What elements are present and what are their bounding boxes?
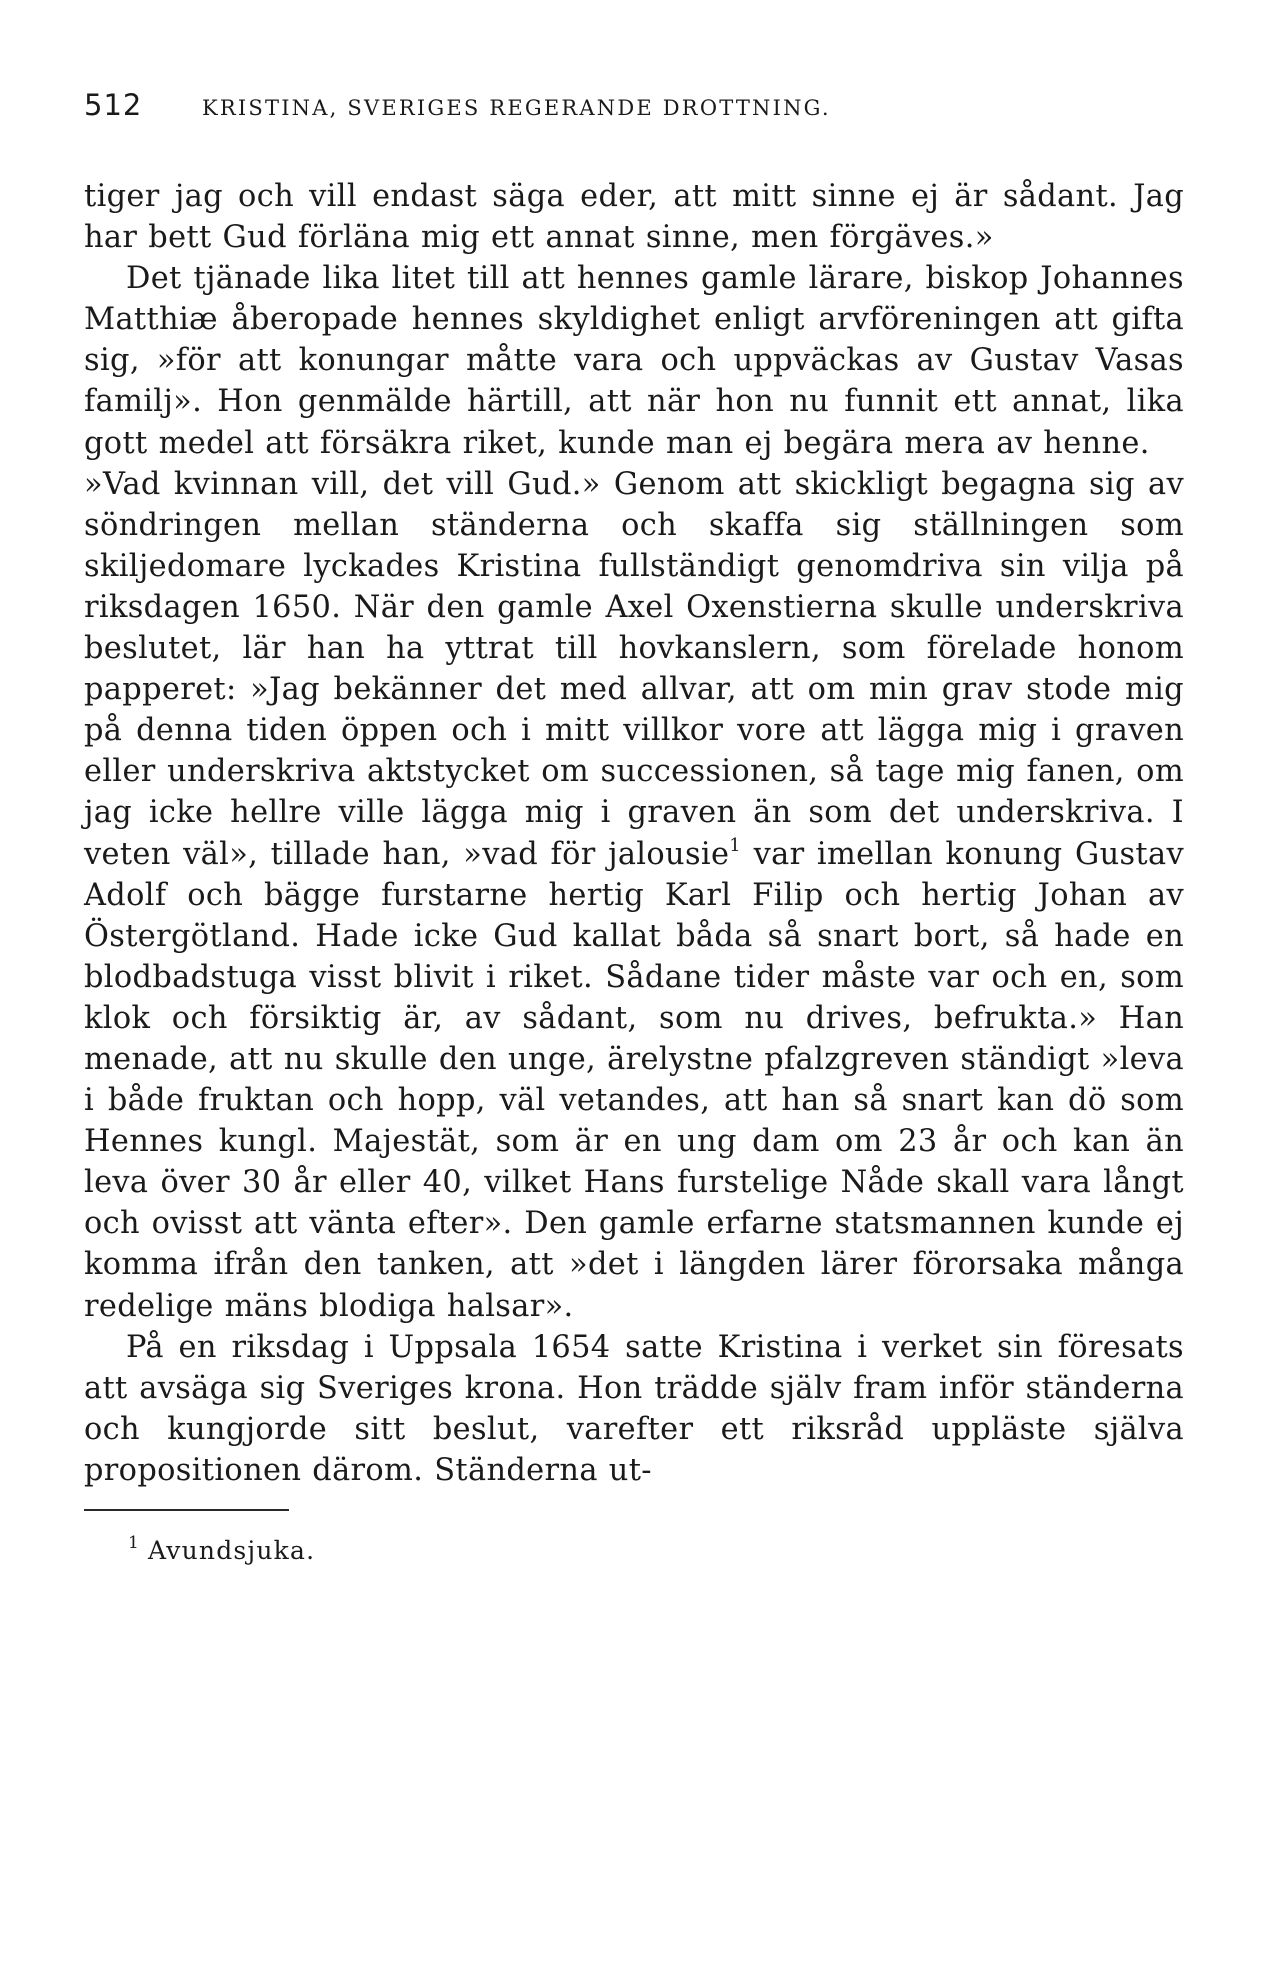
footnote: [84, 1533, 1184, 1565]
paragraph-2: Det tjänade lika litet till att hennes gamle lärare, biskop Johannes Matthiæ åberopade hennes skyldighet enligt arvföreningen att gifta sig, »för att konungar måtte vara och uppväckas av Gustav Vasas familj». Hon genmälde härtill, att när hon nu funnit ett annat, lika gott medel att försäkra riket, kunde man ej begära mera av henne.: [84, 261, 1184, 461]
running-head: KRISTINA, SVERIGES REGERANDE DROTTNING.: [202, 96, 831, 120]
footnote-text: Avundsjuka.: [148, 1536, 316, 1565]
footnote-divider: [84, 1509, 289, 1511]
body-text: [84, 176, 1184, 1491]
paragraph-3: [84, 464, 1184, 1327]
paragraph-4: På en riksdag i Uppsala 1654 satte Kristina i verket sin föresats att avsäga sig Sveriges krona. Hon trädde själv fram inför ständerna och kungjorde sitt beslut, varefter ett riksråd uppläste själva propositionen därom. Ständerna ut-: [84, 1329, 1184, 1488]
page-number: 512: [84, 88, 143, 122]
footnote-reference: 1: [729, 834, 742, 856]
book-page: [84, 88, 1184, 1565]
page-header: [84, 88, 1184, 138]
footnote-mark: 1: [128, 1533, 141, 1553]
paragraph-1: tiger jag och vill endast säga eder, att mitt sinne ej är sådant. Jag har bett Gud förläna mig ett annat sinne, men förgäves.»: [84, 179, 1184, 256]
paragraph-3-text-b: var imellan konung Gustav Adolf och bägge furstarne hertig Karl Filip och hertig Johan av Östergötland. Hade icke Gud kallat båda så snart bort, så hade en blodbadstuga visst blivit i riket. Sådane tider måste var och en, som klok och försiktig är, av sådant, som nu drives, befrukta.» Han menade, att nu skulle den unge, ärelystne pfalzgreven ständigt »leva i både fruktan och hopp, väl vetandes, att han så snart kan dö som Hennes kungl. Majestät, som är en ung dam om 23 år och kan än leva över 30 år eller 40, vilket Hans furstelige Nåde skall vara långt och ovisst att vänta efter». Den gamle erfarne statsmannen kunde ej komma ifrån den tanken, att »det i längden lärer förorsaka många redelige mäns blodiga halsar».: [84, 836, 1184, 1324]
paragraph-3-text-a: »Vad kvinnan vill, det vill Gud.» Genom att skickligt begagna sig av söndringen mellan ständerna och skaffa sig ställningen som skiljedomare lyckades Kristina fullständigt genomdriva sin vilja på riksdagen 1650. När den gamle Axel Oxenstierna skulle underskriva beslutet, lär han ha yttrat till hovkanslern, som förelade honom papperet: »Jag bekänner det med allvar, att om min grav stode mig på denna tiden öppen och i mitt villkor vore att lägga mig i graven eller underskriva aktstycket om successionen, så tage mig fanen, om jag icke hellre ville lägga mig i graven än som det underskriva. I veten väl», tillade han, »vad för jalousie: [84, 466, 1184, 872]
